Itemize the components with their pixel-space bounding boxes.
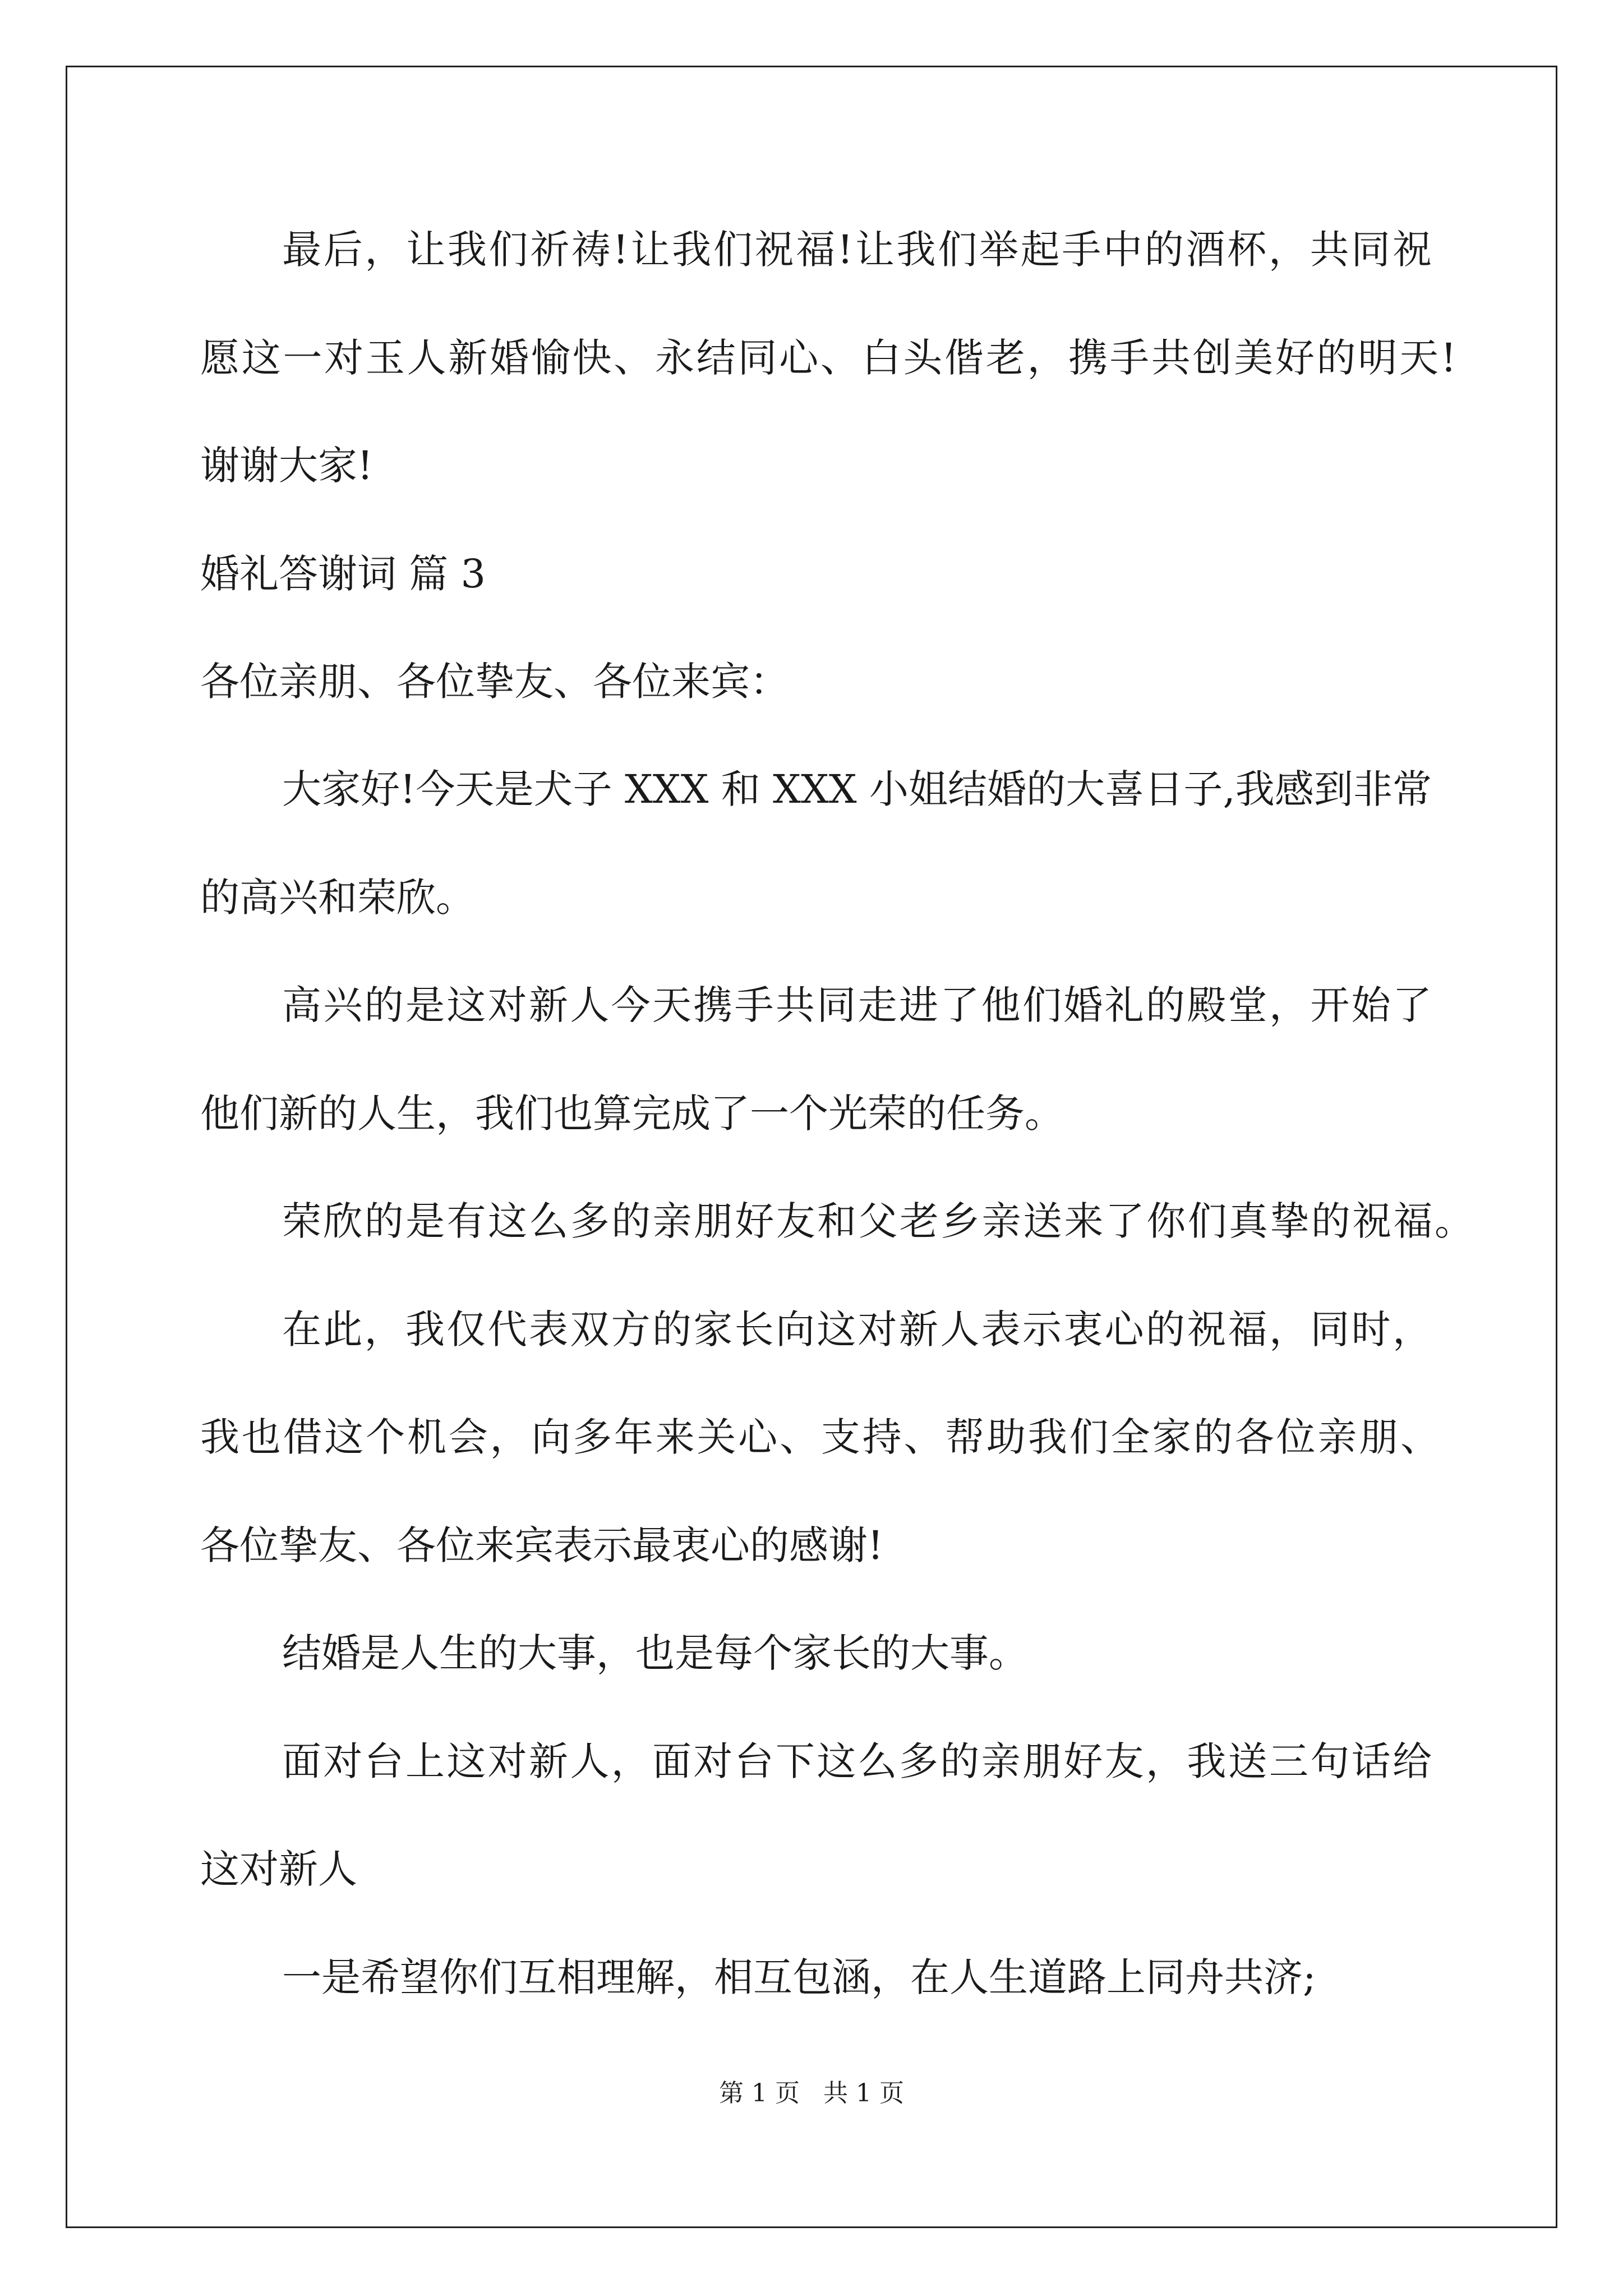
page-total: 共 1 页 [823,2079,904,2108]
page-border [66,66,1557,2228]
salutation: 各位亲朋、各位挚友、各位来宾： [200,659,789,705]
page-number: 第 1 页 [719,2079,800,2108]
paragraph-line: 荣欣的是有这么多的亲朋好友和父老乡亲送来了你们真挚的祝福。 [282,1198,1474,1244]
paragraph-line: 大家好!今天是犬子 XXX 和 XXX 小姐结婚的大喜日子,我感到非常 [282,766,1432,812]
paragraph-line: 各位挚友、各位来宾表示最衷心的感谢! [200,1522,884,1568]
paragraph-line: 这对新人 [200,1846,357,1892]
paragraph-line: 高兴的是这对新人今天携手共同走进了他们婚礼的殿堂，开始了 [282,982,1432,1028]
paragraph-line: 一是希望你们互相理解，相互包涵，在人生道路上同舟共济; [282,1954,1316,2000]
paragraph-line: 愿这一对玉人新婚愉快、永结同心、白头偕老，携手共创美好的明天! [200,335,1456,381]
section-title: 婚礼答谢词 篇 3 [200,551,486,597]
page-footer [0,2077,1623,2110]
paragraph-line: 面对台上这对新人，面对台下这么多的亲朋好友，我送三句话给 [282,1738,1432,1784]
paragraph-line: 最后，让我们祈祷!让我们祝福!让我们举起手中的酒杯，共同祝 [282,227,1432,273]
paragraph-line: 我也借这个机会，向多年来关心、支持、帮助我们全家的各位亲朋、 [200,1414,1440,1460]
paragraph-line: 的高兴和荣欣。 [200,875,475,921]
paragraph-line: 在此，我仅代表双方的家长向这对新人表示衷心的祝福，同时， [282,1306,1432,1352]
paragraph-line: 结婚是人生的大事，也是每个家长的大事。 [282,1630,1028,1676]
paragraph-line: 他们新的人生，我们也算完成了一个光荣的任务。 [200,1091,1064,1137]
paragraph-line: 谢谢大家! [200,443,374,489]
